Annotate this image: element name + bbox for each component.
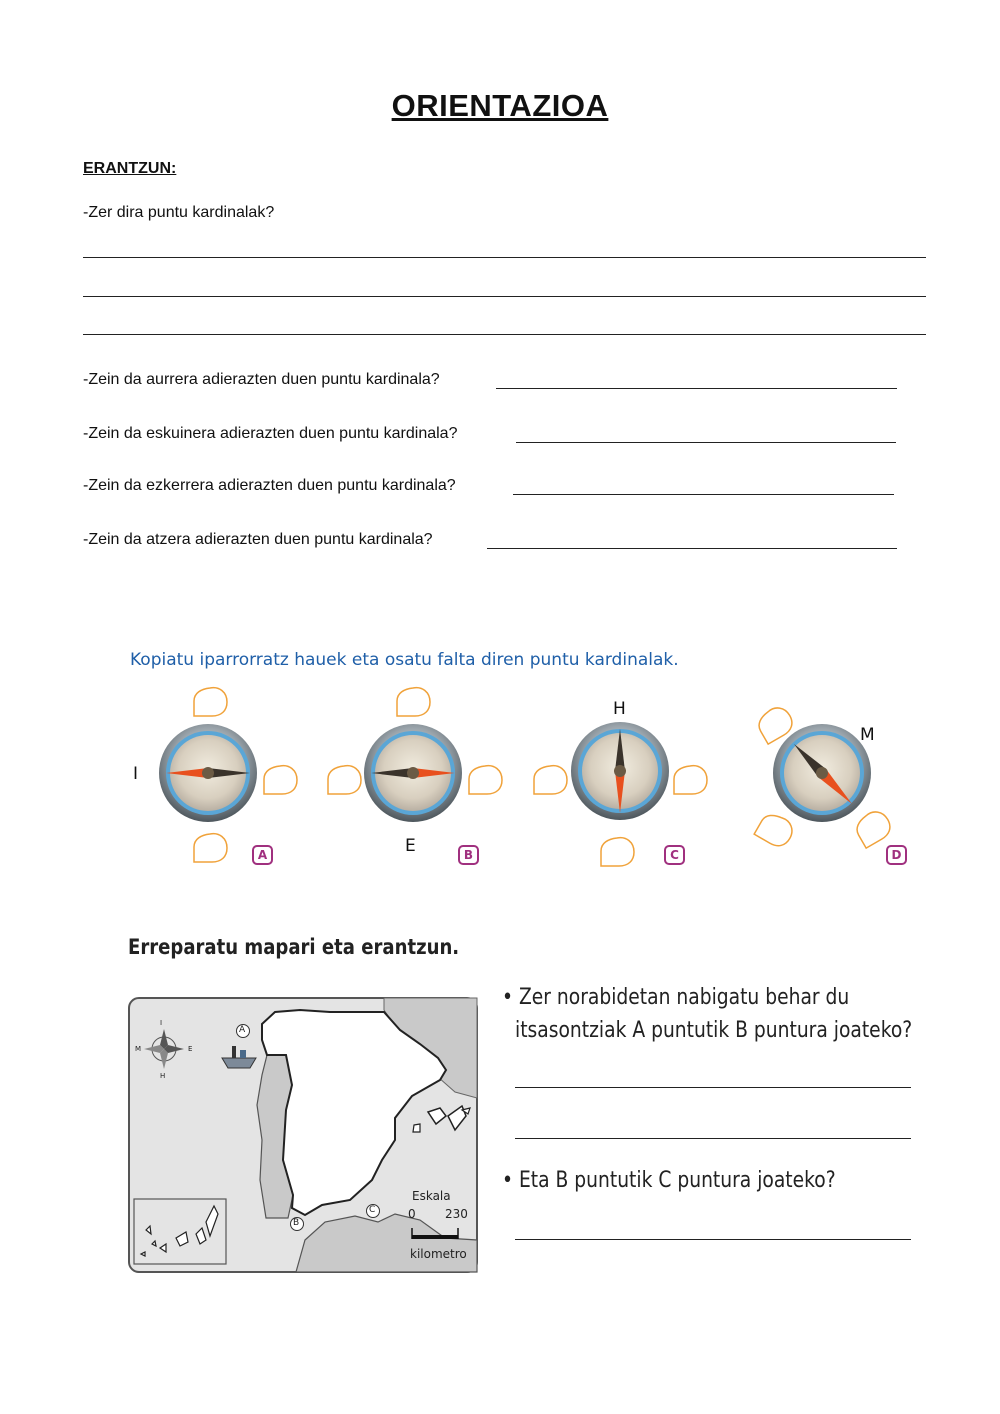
map-answer-line-1a[interactable]	[515, 1087, 911, 1088]
question-3: -Zein da eskuinera adierazten duen puntu kardinala?	[83, 425, 458, 442]
map-answer-line-2[interactable]	[515, 1239, 911, 1240]
scale-start: 0	[408, 1207, 416, 1221]
scale-title: Eskala	[412, 1189, 451, 1203]
answer-bubble-c-left[interactable]	[534, 766, 567, 794]
question-5: -Zein da atzera adierazten duen puntu kardinala?	[83, 531, 433, 548]
map-answer-line-1b[interactable]	[515, 1138, 911, 1139]
compass-d-label: M	[860, 725, 875, 745]
answer-bubble-d-bottom-right[interactable]	[852, 807, 895, 848]
scale-end: 230	[445, 1207, 468, 1221]
answer-bubble-a-top[interactable]	[194, 688, 227, 716]
rose-south-label: H	[160, 1072, 166, 1080]
compass-d-tag: D	[886, 845, 907, 865]
compass-a-tag: A	[252, 845, 273, 865]
map-point-b: B	[293, 1218, 300, 1228]
answer-bubble-a-bottom[interactable]	[194, 834, 227, 862]
answer-bubble-c-bottom[interactable]	[601, 838, 634, 866]
rose-north-label: I	[160, 1019, 163, 1027]
map-question-2: • Eta B puntutik C puntura joateko?	[502, 1168, 836, 1193]
rose-east-label: E	[188, 1045, 193, 1053]
scale-bar	[412, 1235, 458, 1239]
answer-bubble-b-right[interactable]	[469, 766, 502, 794]
map-point-a: A	[239, 1025, 246, 1035]
compass-c-tag: C	[664, 845, 685, 865]
answer-bubble-d-bottom-left[interactable]	[754, 810, 797, 851]
compass-b-label: E	[405, 836, 416, 856]
question-1: -Zer dira puntu kardinalak?	[83, 204, 275, 221]
question-2: -Zein da aurrera adierazten duen puntu kardinala?	[83, 371, 440, 388]
rose-west-label: M	[135, 1045, 142, 1053]
map-point-c: C	[369, 1205, 376, 1215]
compass-b-tag: B	[458, 845, 479, 865]
scale-unit: kilometro	[410, 1247, 467, 1261]
compass-a-label: I	[133, 764, 139, 784]
question-4: -Zein da ezkerrera adierazten duen puntu kardinala?	[83, 477, 456, 494]
compass-b	[328, 688, 502, 822]
map-question-1-line-2: itsasontziak A puntutik B puntura joateko?	[515, 1018, 913, 1043]
map-question-1-line-1: • Zer norabidetan nabigatu behar du	[502, 985, 850, 1010]
answer-bubble-b-top[interactable]	[397, 688, 430, 716]
compass-c-label: H	[613, 699, 626, 719]
answer-bubble-c-right[interactable]	[674, 766, 707, 794]
map-figure	[129, 998, 477, 1272]
answer-bubble-b-left[interactable]	[328, 766, 361, 794]
page-title: ORIENTAZIOA	[391, 88, 609, 123]
section-label: ERANTZUN:	[83, 160, 177, 177]
answer-bubble-a-right[interactable]	[264, 766, 297, 794]
compass-a	[159, 688, 297, 862]
map-exercise-title: Erreparatu mapari eta erantzun.	[128, 935, 460, 959]
compass-exercise-title: Kopiatu iparrorratz hauek eta osatu falta diren puntu kardinalak.	[130, 650, 679, 670]
